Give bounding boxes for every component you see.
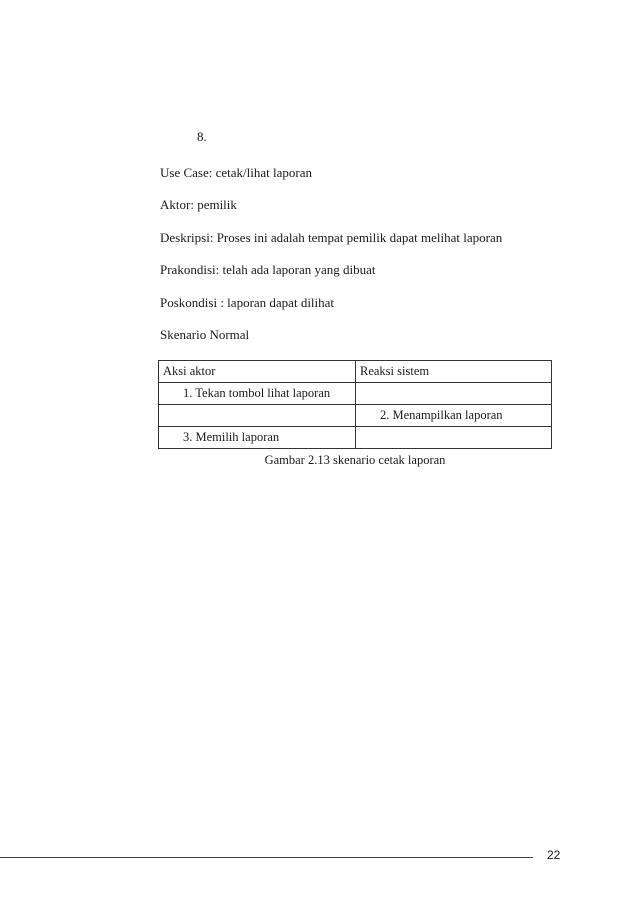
- figure-caption: Gambar 2.13 skenario cetak laporan: [264, 453, 446, 467]
- aktor-line: Aktor: pemilik: [160, 197, 237, 212]
- table-cell: 3. Memilih laporan: [159, 427, 356, 449]
- poskondisi-line: Poskondisi : laporan dapat dilihat: [160, 295, 335, 310]
- use-case-line: Use Case: cetak/lihat laporan: [160, 165, 312, 180]
- header-reaksi-sistem: Reaksi sistem: [356, 361, 552, 383]
- table-cell: [159, 405, 356, 427]
- table-row: [159, 427, 552, 449]
- scenario-table: [158, 360, 552, 449]
- table-row: [159, 383, 552, 405]
- table-cell: [356, 383, 552, 405]
- page-number: 22: [547, 848, 561, 862]
- prakondisi-line: Prakondisi: telah ada laporan yang dibuat: [160, 262, 376, 277]
- table-cell: 2. Menampilkan laporan: [356, 405, 552, 427]
- table-header-row: [159, 361, 552, 383]
- header-aksi-aktor: Aksi aktor: [159, 361, 356, 383]
- skenario-heading: Skenario Normal: [160, 327, 250, 342]
- item-number: 8.: [197, 129, 207, 144]
- table-row: [159, 405, 552, 427]
- table-cell: [356, 427, 552, 449]
- table-cell: 1. Tekan tombol lihat laporan: [159, 383, 356, 405]
- deskripsi-line: Deskripsi: Proses ini adalah tempat pemilik dapat melihat laporan: [160, 230, 503, 245]
- footer-divider: [0, 857, 533, 858]
